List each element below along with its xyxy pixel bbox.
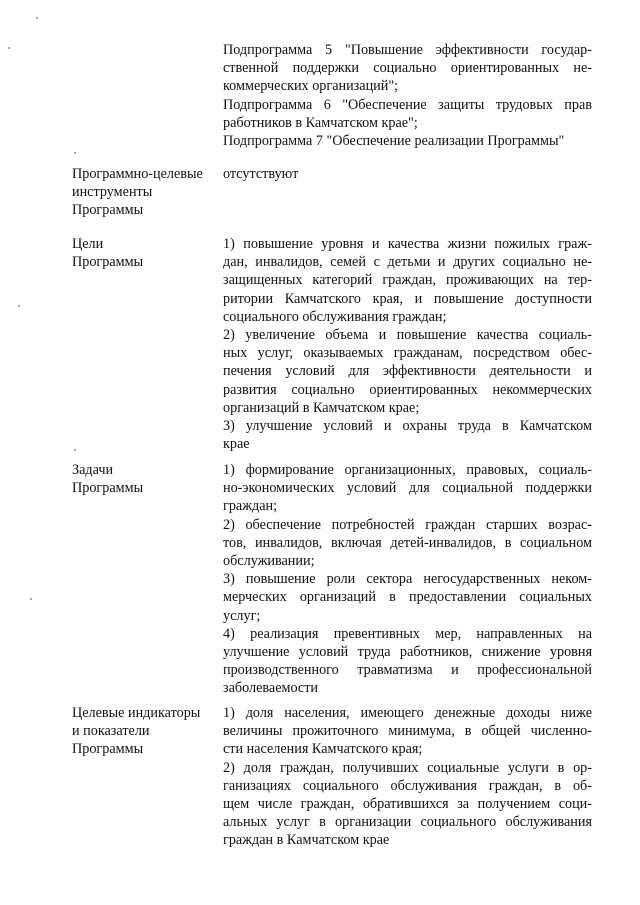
content-line: ритории Камчатского края, и повышение доступности [223, 290, 592, 307]
content-line: заболеваемости [223, 680, 319, 697]
content-line: сти населения Камчатского края; [223, 741, 423, 758]
scan-mark [74, 449, 76, 451]
content-line: организаций в Камчатском крае; [223, 399, 420, 416]
content-line: ственной поддержки социально ориентированных не- [223, 60, 592, 77]
section-label [72, 165, 218, 220]
content-line: 4) реализация превентивных мер, направленных на [223, 625, 592, 642]
content-line: Подпрограмма 6 "Обеспечение защиты трудовых прав [223, 96, 592, 113]
scan-mark [74, 152, 76, 154]
label-line: Задачи [72, 462, 114, 478]
section-content [223, 165, 592, 183]
scan-mark [36, 17, 38, 19]
scan-mark [18, 305, 20, 307]
content-line: альных услуг в организации социального обслуживания [223, 814, 592, 831]
content-line: величины прожиточного минимума, в общей численно- [223, 723, 592, 740]
content-line: Подпрограмма 7 "Обеспечение реализации Программы" [223, 133, 565, 150]
content-line: 3) повышение роли сектора негосударственных неком- [223, 571, 592, 588]
content-line: услуг; [223, 607, 261, 624]
content-line: улучшение условий труда работников, снижение уровня [223, 644, 592, 661]
content-line: 2) увеличение объема и повышение качества социаль- [223, 327, 592, 344]
content-line: 1) доля населения, имеющего денежные доходы ниже [223, 705, 592, 721]
label-line: Целевые индикаторы [72, 705, 201, 721]
content-line: печения условий для эффективности деятельности и [223, 363, 592, 380]
label-line: Программы [72, 202, 144, 219]
content-line: щем числе граждан, обратившихся за получением соци- [223, 796, 592, 813]
content-line: мерческих организаций в предоставлении социальных [223, 589, 592, 606]
section-label [72, 235, 218, 271]
section-content [223, 704, 592, 850]
content-line: социального обслуживания граждан; [223, 308, 447, 325]
content-line: ганизациях социального обслуживания граждан, в об- [223, 777, 592, 794]
section-label [72, 461, 218, 497]
section-content [223, 41, 592, 150]
label-line: Цели [72, 236, 104, 252]
content-line: но-экономических условий для социальной поддержки [223, 480, 592, 497]
content-line: Подпрограмма 5 "Повышение эффективности государ- [223, 42, 592, 58]
content-line: обслуживании; [223, 553, 315, 570]
section-content [223, 235, 592, 453]
content-line: защищенных категорий граждан, проживающих на тер- [223, 272, 592, 289]
content-line: граждан; [223, 498, 278, 515]
section-content [223, 461, 592, 698]
section-label [72, 704, 218, 759]
content-line: отсутствуют [223, 166, 299, 182]
content-line: ных услуг, оказываемых гражданам, посредством обес- [223, 345, 592, 362]
content-line: 1) повышение уровня и качества жизни пожилых граж- [223, 236, 592, 252]
content-line: производственного травматизма и профессиональной [223, 662, 592, 679]
content-line: 2) обеспечение потребностей граждан старших возрас- [223, 516, 592, 533]
content-line: развития социально ориентированных некоммерческих [223, 381, 592, 398]
scan-mark [30, 598, 32, 600]
content-line: тов, инвалидов, включая детей-инвалидов, в социальном [223, 534, 592, 551]
content-line: граждан в Камчатском крае [223, 832, 390, 849]
content-line: крае [223, 436, 250, 453]
label-line: Программы [72, 480, 144, 497]
label-line: Программы [72, 741, 144, 758]
content-line: 3) улучшение условий и охраны труда в Камчатском [223, 418, 592, 435]
content-line: работников в Камчатском крае"; [223, 114, 418, 131]
label-line: инструменты [72, 184, 153, 201]
label-line: и показатели [72, 723, 150, 740]
content-line: коммерческих организаций"; [223, 78, 399, 95]
label-line: Программы [72, 254, 144, 271]
content-line: 2) доля граждан, получивших социальные услуги в ор- [223, 759, 592, 776]
scan-mark [8, 47, 10, 49]
content-line: дан, инвалидов, семей с детьми и других социально не- [223, 254, 592, 271]
content-line: 1) формирование организационных, правовых, социаль- [223, 462, 592, 478]
label-line: Программно-целевые [72, 166, 203, 182]
